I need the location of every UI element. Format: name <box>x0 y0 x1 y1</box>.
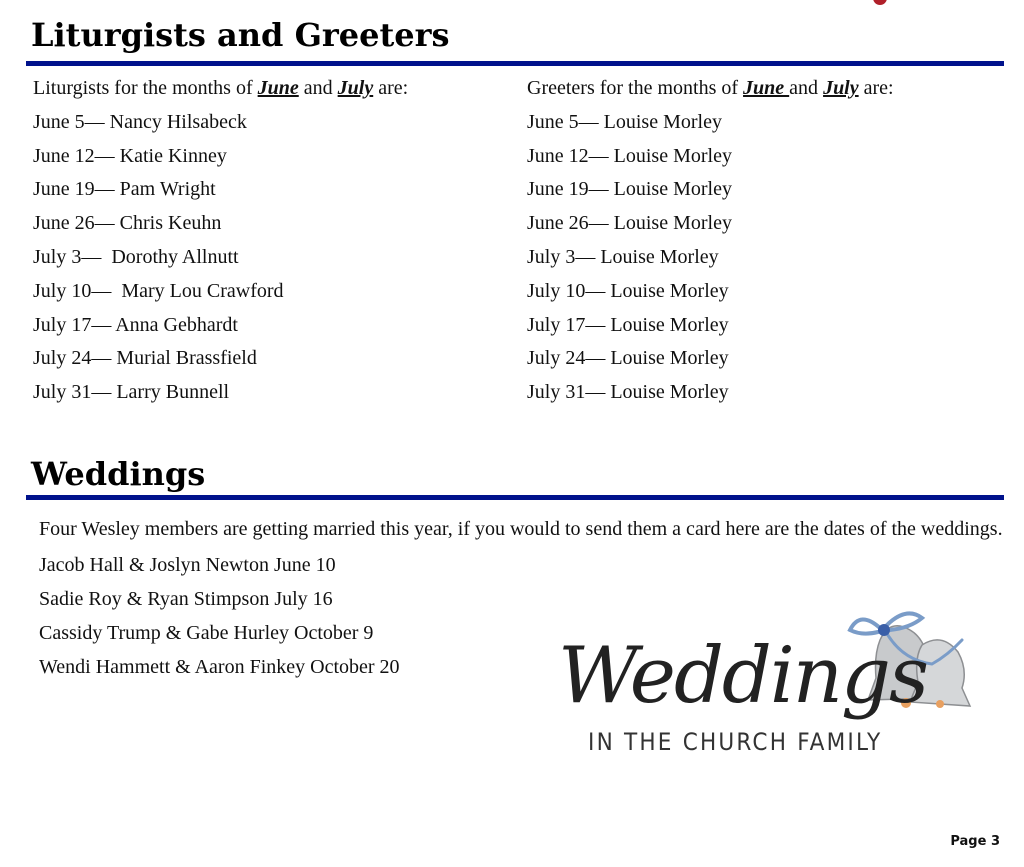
section-divider <box>26 495 1004 500</box>
greeter-entry: June 5— Louise Morley <box>527 110 722 133</box>
liturgist-entry: July 24— Murial Brassfield <box>33 347 257 370</box>
weddings-graphic-subtitle: IN THE CHURCH FAMILY <box>588 728 883 756</box>
weddings-graphic <box>550 600 980 760</box>
liturgist-entry: June 26— Chris Keuhn <box>33 212 222 235</box>
greeter-entry: June 26— Louise Morley <box>527 212 732 235</box>
intro-text: Liturgists for the months of <box>33 77 258 99</box>
liturgist-entry: July 17— Anna Gebhardt <box>33 313 238 336</box>
month-july: July <box>337 77 374 99</box>
month-july: July <box>823 77 859 99</box>
month-june: June <box>743 77 790 99</box>
greeter-entry: June 19— Louise Morley <box>527 178 732 201</box>
greeter-entry: July 3— Louise Morley <box>527 245 719 268</box>
page-number: Page 3 <box>950 834 1000 849</box>
liturgists-column <box>33 72 408 410</box>
intro-text: Greeters for the months of <box>527 77 744 99</box>
intro-suffix: are: <box>373 77 409 99</box>
greeter-entry: July 31— Louise Morley <box>527 381 729 404</box>
liturgists-intro <box>33 72 408 106</box>
weddings-script-text: Weddings <box>558 631 927 721</box>
corner-ornament <box>866 0 894 6</box>
wedding-entry: Wendi Hammett & Aaron Finkey October 20 <box>39 656 400 678</box>
section-title-liturgists: Liturgists and Greeters <box>31 16 450 54</box>
intro-and: and <box>789 77 824 99</box>
wedding-entry: Cassidy Trump & Gabe Hurley October 9 <box>39 622 374 644</box>
greeter-entry: July 10— Louise Morley <box>527 279 729 302</box>
wedding-entry: Jacob Hall & Joslyn Newton June 10 <box>39 554 336 576</box>
intro-and: and <box>298 77 338 99</box>
liturgist-entry: June 5— Nancy Hilsabeck <box>33 110 247 133</box>
wedding-entry: Sadie Roy & Ryan Stimpson July 16 <box>39 588 333 610</box>
section-divider <box>26 61 1004 66</box>
liturgist-entry: June 12— Katie Kinney <box>33 144 227 167</box>
liturgist-entry: June 19— Pam Wright <box>33 178 216 201</box>
intro-suffix: are: <box>858 77 894 99</box>
greeters-column <box>527 72 894 410</box>
greeter-entry: June 12— Louise Morley <box>527 144 732 167</box>
greeter-entry: July 17— Louise Morley <box>527 313 729 336</box>
liturgist-entry: July 31— Larry Bunnell <box>33 381 230 404</box>
liturgist-entry: July 10— Mary Lou Crawford <box>33 279 284 302</box>
section-title-weddings: Weddings <box>31 455 206 493</box>
liturgist-entry: July 3— Dorothy Allnutt <box>33 245 239 268</box>
greeters-intro <box>527 72 894 106</box>
month-june: June <box>257 77 299 99</box>
greeter-entry: July 24— Louise Morley <box>527 347 729 370</box>
weddings-intro: Four Wesley members are getting married this year, if you would to send them a card here are the dates of the weddings. <box>39 518 1003 540</box>
